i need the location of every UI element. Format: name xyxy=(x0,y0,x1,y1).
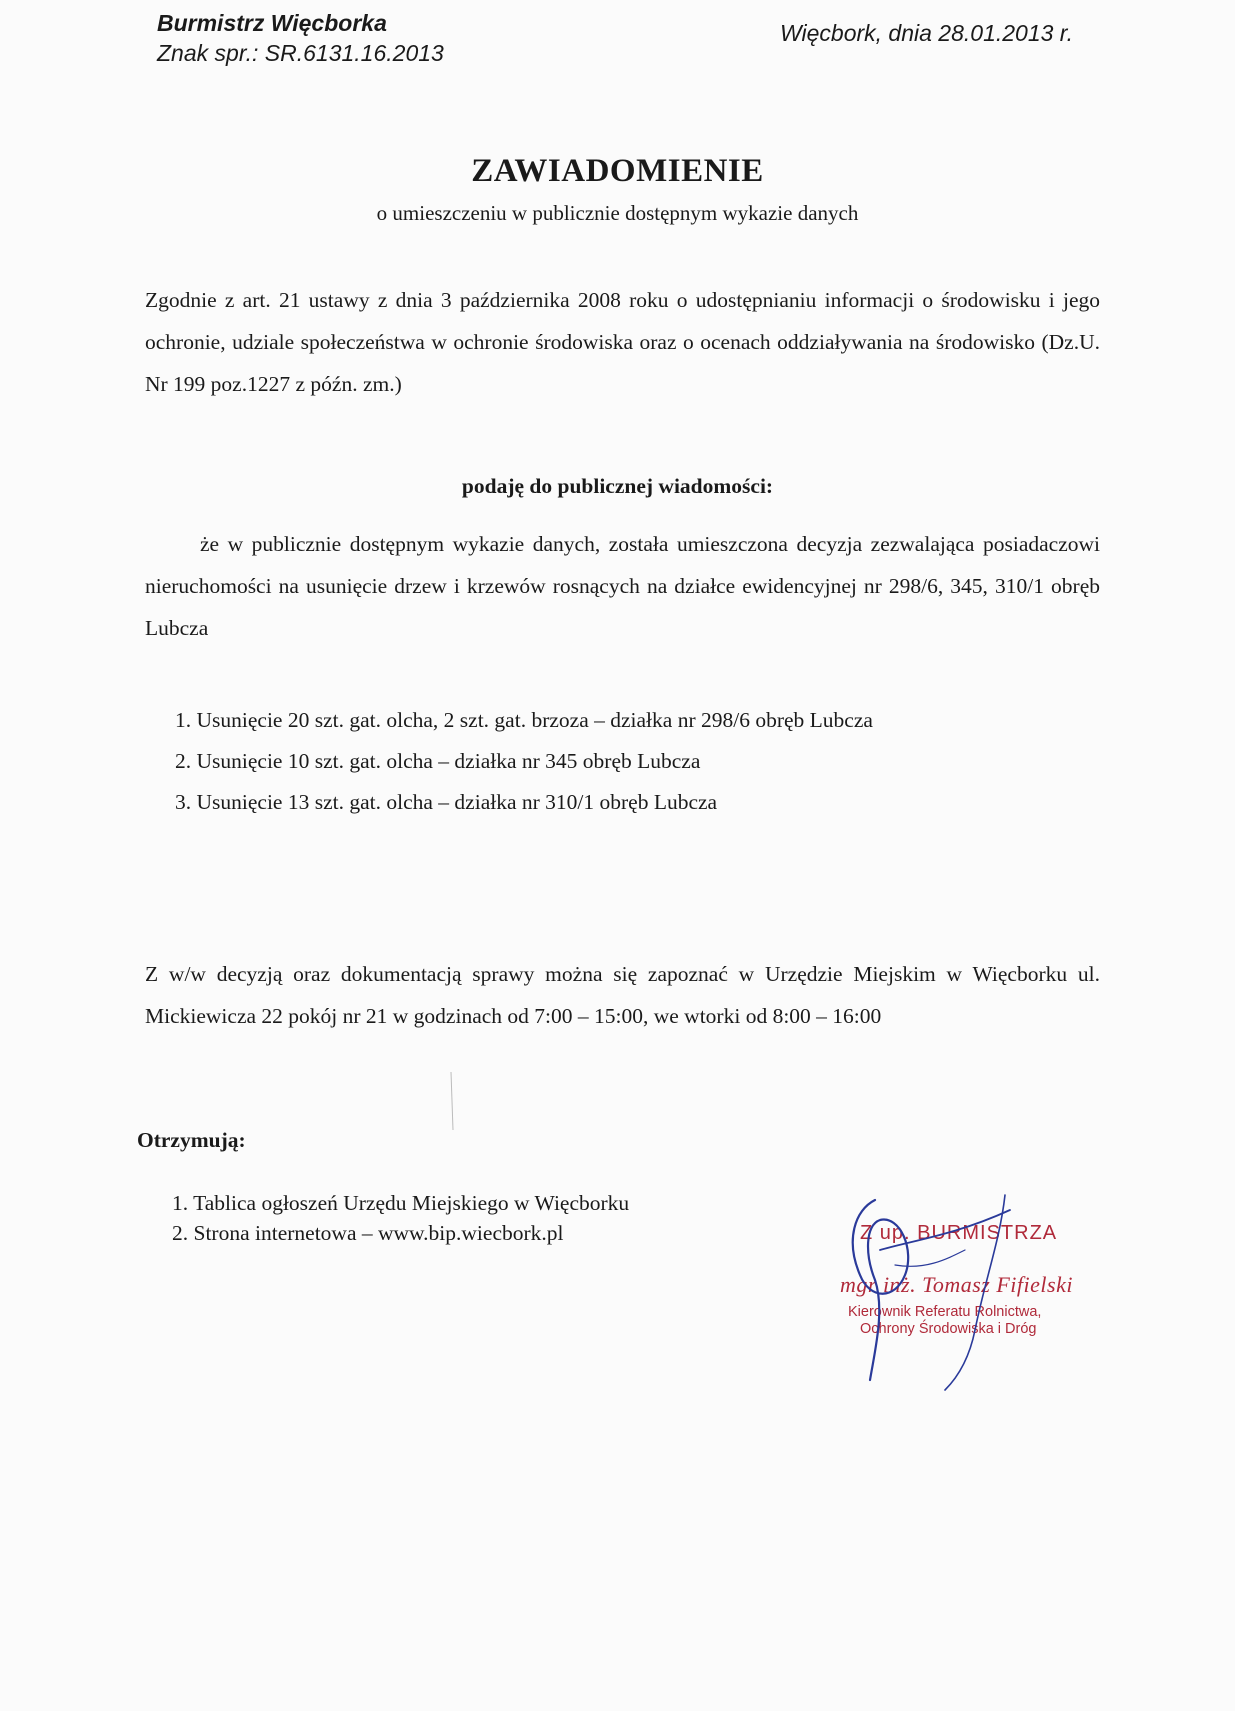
stamp-position: Kierownik Referatu Rolnictwa, xyxy=(848,1304,1042,1320)
document-subtitle: o umieszczeniu w publicznie dostępnym wykazie danych xyxy=(376,201,859,225)
decision-text: że w publicznie dostępnym wykazie danych, została umieszczona decyzja zezwalająca posiadaczowi nieruchomości na usunięcie drzew i krzewów rosnących na działce ewidencyjnej nr 298/6, 345, 310/1 obręb Lubcza xyxy=(145,532,1100,640)
list-item: 1. Tablica ogłoszeń Urzędu Miejskiego w Więcborku xyxy=(172,1191,630,1215)
case-reference: Znak spr.: SR.6131.16.2013 xyxy=(157,40,444,66)
header-left xyxy=(157,8,444,68)
list-item: 2. Strona internetowa – www.bip.wiecbork.pl xyxy=(172,1221,564,1245)
list-item: 3. Usunięcie 13 szt. gat. olcha – działka nr 310/1 obręb Lubcza xyxy=(175,790,718,814)
announcement-heading: podaję do publicznej wiadomości: xyxy=(461,474,774,498)
legal-basis-paragraph: Zgodnie z art. 21 ustawy z dnia 3 października 2008 roku o udostępnianiu informacji o środowisku i jego ochronie, udziale społeczeństwa w ochronie środowiska oraz o ocenach oddziaływania na środowisko (Dz.U. Nr 199 poz.1227 z późn. zm.) xyxy=(145,288,1100,396)
place-and-date: Więcbork, dnia 28.01.2013 r. xyxy=(780,20,1074,46)
stamp-department: Ochrony Środowiska i Dróg xyxy=(860,1321,1037,1337)
stamp-authority: Z up. BURMISTRZA xyxy=(860,1222,1058,1244)
document-title: ZAWIADOMIENIE xyxy=(471,153,764,189)
list-item: 2. Usunięcie 10 szt. gat. olcha – działka nr 345 obręb Lubcza xyxy=(175,749,701,773)
issuing-authority: Burmistrz Więcborka xyxy=(157,10,387,36)
list-item: 1. Usunięcie 20 szt. gat. olcha, 2 szt. gat. brzoza – działka nr 298/6 obręb Lubcza xyxy=(175,708,873,732)
handwritten-signature xyxy=(835,1180,1095,1400)
recipients-list xyxy=(172,1188,629,1248)
decision-paragraph xyxy=(145,523,1100,649)
recipients-heading: Otrzymują: xyxy=(137,1128,246,1152)
decision-list xyxy=(175,700,873,823)
scan-mark xyxy=(448,1072,458,1132)
inspection-info-paragraph: Z w/w decyzją oraz dokumentacją sprawy można się zapoznać w Urzędzie Miejskim w Więcborku ul. Mickiewicza 22 pokój nr 21 w godzinach od 7:00 – 15:00, we wtorki od 8:00 – 16:00 xyxy=(145,962,1100,1028)
stamp-name: mgr inż. Tomasz Fifielski xyxy=(840,1272,1073,1297)
